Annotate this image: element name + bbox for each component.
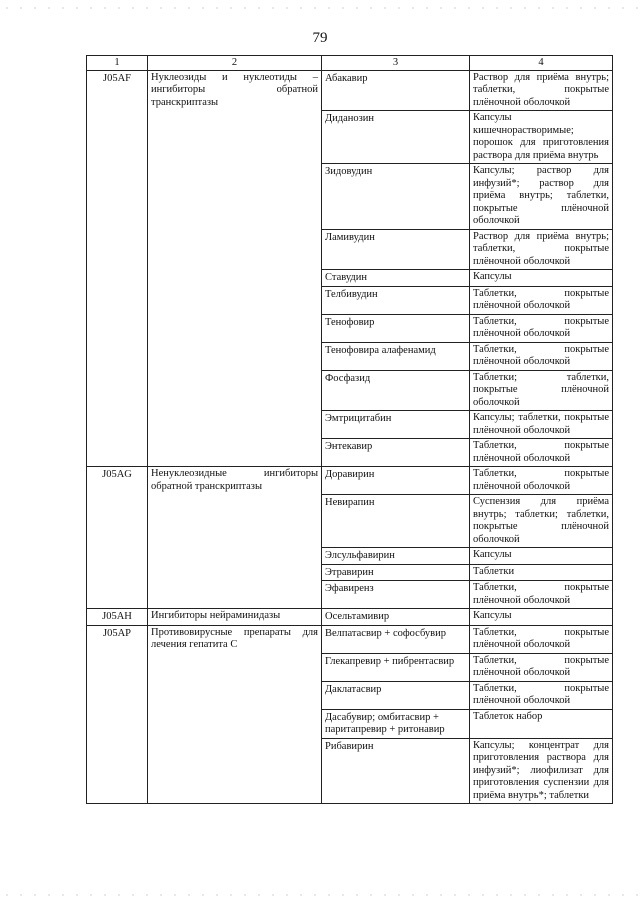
atc-code: J05AF	[87, 70, 148, 467]
table-row	[87, 70, 613, 111]
atc-code: J05AP	[87, 625, 148, 804]
drug-name: Рибавирин	[322, 738, 470, 804]
dosage-form: Таблетки, покрытые плёночной оболочкой	[470, 681, 613, 709]
dosage-form: Капсулы; раствор для инфузий*; раствор для приёма внутрь; таблетки, покрытые плёночной оболочкой	[470, 164, 613, 230]
dosage-form: Таблетки, покрытые плёночной оболочкой	[470, 625, 613, 653]
table-row	[87, 467, 613, 495]
atc-code: J05AH	[87, 609, 148, 626]
drug-name: Невирапин	[322, 495, 470, 548]
dosage-form: Таблетки; таблетки, покрытые плёночной оболочкой	[470, 370, 613, 411]
drug-name: Глекапревир + пибрентасвир	[322, 653, 470, 681]
dosage-form: Раствор для приёма внутрь; таблетки, покрытые плёночной оболочкой	[470, 70, 613, 111]
dosage-form: Капсулы кишечнорастворимые; порошок для приготовления раствора для приёма внутрь	[470, 111, 613, 164]
dosage-form: Таблетки, покрытые плёночной оболочкой	[470, 653, 613, 681]
scan-artifact-bottom	[0, 893, 640, 897]
drug-name: Дасабувир; омбитасвир + паритапревир + ритонавир	[322, 709, 470, 738]
group-name: Нуклеозиды и нуклеотиды – ингибиторы обратной транскриптазы	[148, 70, 322, 467]
column-header: 4	[470, 56, 613, 71]
drug-name: Абакавир	[322, 70, 470, 111]
dosage-form: Суспензия для приёма внутрь; таблетки; таблетки, покрытые плёночной оболочкой	[470, 495, 613, 548]
drug-name: Доравирин	[322, 467, 470, 495]
table-row	[87, 609, 613, 626]
dosage-form: Капсулы; таблетки, покрытые плёночной оболочкой	[470, 411, 613, 439]
column-header: 3	[322, 56, 470, 71]
drug-name: Этравирин	[322, 564, 470, 581]
drug-name: Тенофовира алафенамид	[322, 342, 470, 370]
drug-name: Энтекавир	[322, 439, 470, 467]
dosage-form: Таблетки, покрытые плёночной оболочкой	[470, 342, 613, 370]
group-name: Ненуклеозидные ингибиторы обратной транскриптазы	[148, 467, 322, 609]
dosage-form: Таблетки, покрытые плёночной оболочкой	[470, 581, 613, 609]
dosage-form: Капсулы	[470, 548, 613, 565]
drug-name: Даклатасвир	[322, 681, 470, 709]
atc-code: J05AG	[87, 467, 148, 609]
table-body	[87, 70, 613, 804]
group-name: Противовирусные препараты для лечения гепатита С	[148, 625, 322, 804]
drug-name: Тенофовир	[322, 314, 470, 342]
drug-name: Осельтамивир	[322, 609, 470, 626]
dosage-form: Таблетки, покрытые плёночной оболочкой	[470, 439, 613, 467]
group-name: Ингибиторы нейраминидазы	[148, 609, 322, 626]
drug-name: Велпатасвир + софосбувир	[322, 625, 470, 653]
drug-name: Ставудин	[322, 270, 470, 287]
drug-name: Эмтрицитабин	[322, 411, 470, 439]
drug-name: Ламивудин	[322, 229, 470, 270]
dosage-form: Таблеток набор	[470, 709, 613, 738]
table-header-row	[87, 56, 613, 71]
scan-artifact-top	[0, 6, 640, 10]
dosage-form: Таблетки, покрытые плёночной оболочкой	[470, 467, 613, 495]
dosage-form: Капсулы	[470, 609, 613, 626]
dosage-form: Раствор для приёма внутрь; таблетки, покрытые плёночной оболочкой	[470, 229, 613, 270]
drug-name: Фосфазид	[322, 370, 470, 411]
dosage-form: Таблетки, покрытые плёночной оболочкой	[470, 286, 613, 314]
dosage-form: Капсулы; концентрат для приготовления раствора для инфузий*; лиофилизат для приготовления суспензии для приёма внутрь*; таблетки	[470, 738, 613, 804]
dosage-form: Таблетки, покрытые плёночной оболочкой	[470, 314, 613, 342]
drug-name: Диданозин	[322, 111, 470, 164]
column-header: 1	[87, 56, 148, 71]
drug-name: Эфавиренз	[322, 581, 470, 609]
drug-name: Телбивудин	[322, 286, 470, 314]
table-row	[87, 625, 613, 653]
drug-table	[86, 55, 613, 804]
dosage-form: Капсулы	[470, 270, 613, 287]
dosage-form: Таблетки	[470, 564, 613, 581]
column-header: 2	[148, 56, 322, 71]
page-number: 79	[312, 30, 328, 46]
drug-name: Элсульфавирин	[322, 548, 470, 565]
drug-name: Зидовудин	[322, 164, 470, 230]
